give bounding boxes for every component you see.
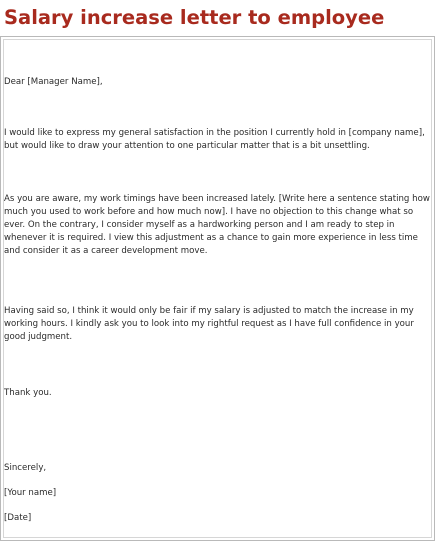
letter-paragraph-3: Having said so, I think it would only be fair if my salary is adjusted to match the increase in my working hours. I kindly ask you to look into my rightful request as I have full confidence in your good judgment. (4, 306, 414, 342)
page-title: Salary increase letter to employee (4, 6, 385, 29)
letter-closing: Sincerely, (4, 463, 47, 473)
letter-paragraph-1: I would like to express my general satisfaction in the position I currently hold in [company name], but would like to draw your attention to one particular matter that is a bit unsettling. (4, 128, 425, 151)
letter-date: [Date] (4, 513, 32, 523)
letter-thanks: Thank you. (4, 388, 52, 398)
letter-signature-name: [Your name] (4, 488, 57, 498)
letter-greeting: Dear [Manager Name], (4, 77, 103, 87)
letter-paragraph-2: As you are aware, my work timings have been increased lately. [Write here a sentence stating how much you used to work before and how much now]. I have no objection to this change what so ever. On the contrary, I consider myself as a hardworking person and I am ready to step in whenever it is required. I view this adjustment as a chance to gain more experience in less time and consider it as a career development move. (4, 194, 430, 256)
